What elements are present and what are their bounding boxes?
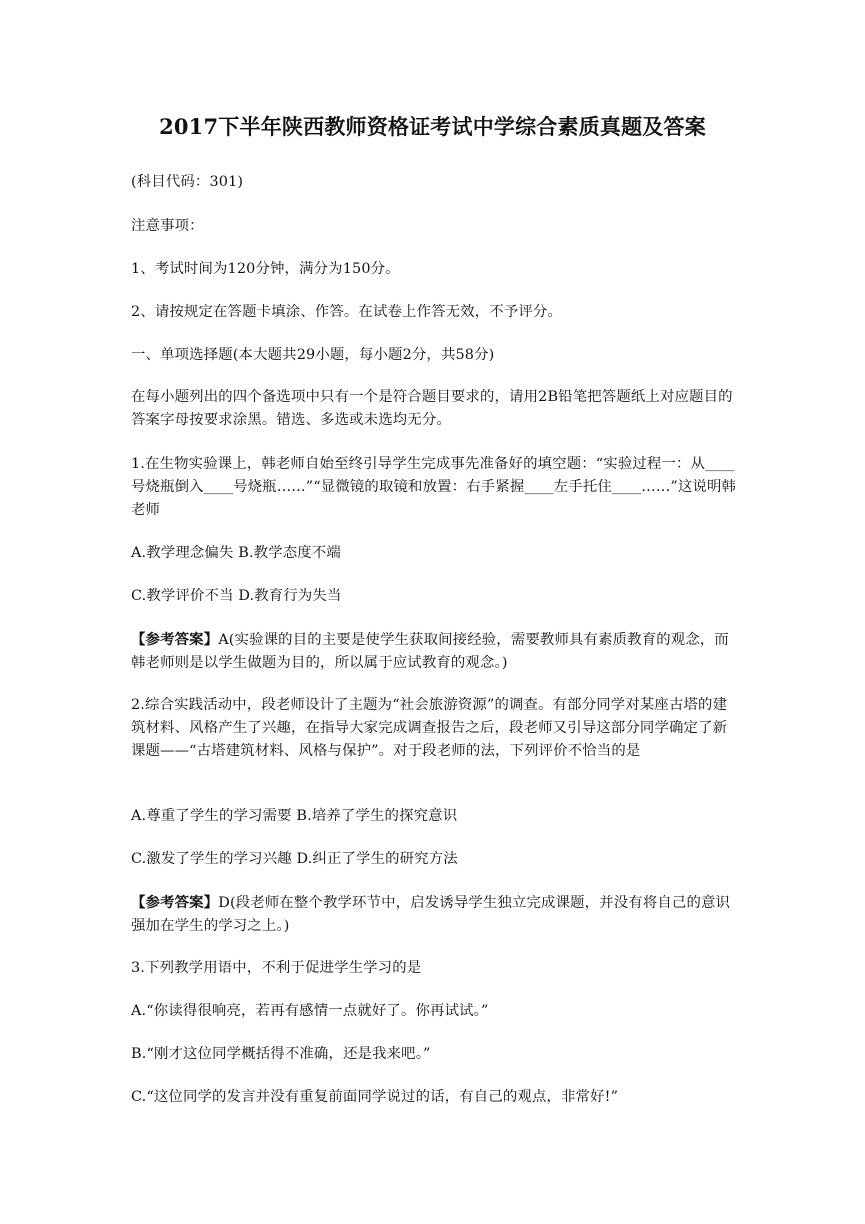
section-heading: 一、单项选择题(本大题共29小题，每小题2分，共58分) (131, 347, 495, 363)
question-options: A.教学理念偏失 B.教学态度不端 (131, 545, 341, 561)
question-option-b: B.“刚才这位同学概括得不准确，还是我来吧。” (131, 1046, 431, 1062)
answer-text: D(段老师在整个教学环节中，启发诱导学生独立完成课题，并没有将自己的意识强加在学生的学习之上。) (131, 895, 731, 934)
notice-heading: 注意事项： (131, 218, 204, 234)
answer-label: 【参考答案】 (131, 631, 219, 648)
document-title: 2017下半年陕西教师资格证考试中学综合素质真题及答案 (159, 114, 706, 139)
answer-block (131, 628, 737, 675)
notice-item: 2、请按规定在答题卡填涂、作答。在试卷上作答无效，不予评分。 (131, 304, 562, 320)
question-option-c: C.“这位同学的发言并没有重复前面同学说过的话，有自己的观点，非常好!” (131, 1089, 619, 1105)
answer-label: 【参考答案】 (131, 894, 219, 911)
question-options: C.激发了学生的学习兴趣 D.纠正了学生的研究方法 (131, 851, 458, 867)
section-instructions: 在每小题列出的四个备选项中只有一个是符合题目要求的，请用2B铅笔把答题纸上对应题目的答案字母按要求涂黑。错选、多选或未选均无分。 (131, 389, 733, 428)
question-stem: 2.综合实践活动中，段老师设计了主题为“社会旅游资源”的调查。有部分同学对某座古塔的建筑材料、风格产生了兴趣，在指导大家完成调查报告之后，段老师又引导这部分同学确定了新课题——“古塔建筑材料、风格与保护”。对于段老师的法，下列评价不恰当的是 (131, 697, 728, 759)
notice-item: 1、考试时间为120分钟，满分为150分。 (131, 261, 400, 277)
question-options: C.教学评价不当 D.教育行为失当 (131, 588, 342, 604)
subject-code: (科目代码：301) (131, 174, 244, 190)
question-option-a: A.“你读得很响亮，若再有感情一点就好了。你再试试。” (131, 1003, 489, 1019)
answer-text: A(实验课的目的主要是使学生获取间接经验，需要教师具有素质教育的观念，而韩老师则是以学生做题为目的，所以属于应试教育的观念。) (131, 632, 729, 671)
question-stem: 1.在生物实验课上，韩老师自始至终引导学生完成事先准备好的填空题：“实验过程一：从____ 号烧瓶倒入____号烧瓶……”“显微镜的取镜和放置：右手紧握____左手托住____……”这说明韩老师 (131, 456, 737, 518)
answer-block (131, 891, 737, 938)
question-options: A.尊重了学生的学习需要 B.培养了学生的探究意识 (131, 808, 458, 824)
question-stem: 3.下列教学用语中，不利于促进学生学习的是 (131, 960, 422, 976)
